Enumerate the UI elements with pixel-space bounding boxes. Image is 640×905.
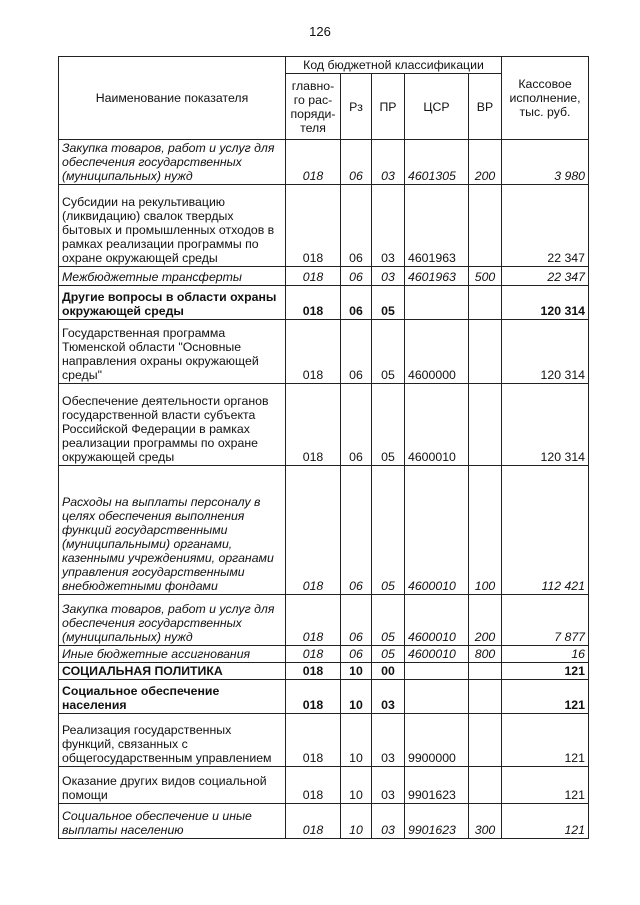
cell-vr [469, 663, 502, 680]
cell-glav: 018 [286, 663, 341, 680]
cell-rz: 06 [341, 140, 372, 185]
table-row [59, 680, 589, 714]
cell-amount: 121 [502, 714, 589, 767]
table-row [59, 320, 589, 384]
cell-amount: 121 [502, 767, 589, 804]
table-body [59, 140, 589, 839]
header-rz: Рз [341, 74, 372, 140]
cell-pr: 05 [372, 286, 405, 320]
header-amount: Кассовое исполнение, тыс. руб. [502, 57, 589, 140]
cell-glav: 018 [286, 466, 341, 595]
header-vr: ВР [469, 74, 502, 140]
cell-pr: 03 [372, 185, 405, 267]
cell-pr: 05 [372, 384, 405, 466]
header-pr: ПР [372, 74, 405, 140]
cell-csr: 4601963 [405, 185, 469, 267]
cell-rz: 10 [341, 714, 372, 767]
cell-name: Расходы на выплаты персоналу в целях обеспечения выполнения функций государственными (муниципальными) органами, казенными учреждениями, органами управления государственными внебюджетными фондами [59, 466, 286, 595]
cell-amount: 121 [502, 663, 589, 680]
cell-name: Субсидии на рекультивацию (ликвидацию) свалок твердых бытовых и промышленных отходов в рамках реализации программы по охране окружающей среды [59, 185, 286, 267]
cell-pr: 05 [372, 595, 405, 646]
cell-csr: 4600000 [405, 320, 469, 384]
cell-rz: 06 [341, 646, 372, 663]
header-name: Наименование показателя [59, 57, 286, 140]
cell-vr [469, 767, 502, 804]
cell-csr: 9900000 [405, 714, 469, 767]
cell-csr [405, 663, 469, 680]
cell-name: Межбюджетные трансферты [59, 267, 286, 286]
table-row [59, 804, 589, 839]
cell-amount: 22 347 [502, 267, 589, 286]
cell-csr: 9901623 [405, 804, 469, 839]
table-row [59, 267, 589, 286]
cell-pr: 03 [372, 804, 405, 839]
cell-rz: 10 [341, 663, 372, 680]
cell-name: Другие вопросы в области охраны окружающей среды [59, 286, 286, 320]
cell-vr [469, 384, 502, 466]
cell-csr: 4601305 [405, 140, 469, 185]
cell-glav: 018 [286, 320, 341, 384]
cell-rz: 06 [341, 267, 372, 286]
cell-vr: 200 [469, 140, 502, 185]
cell-vr: 800 [469, 646, 502, 663]
cell-rz: 06 [341, 466, 372, 595]
table-row [59, 767, 589, 804]
cell-glav: 018 [286, 384, 341, 466]
cell-csr [405, 680, 469, 714]
cell-pr: 03 [372, 140, 405, 185]
cell-pr: 05 [372, 646, 405, 663]
cell-glav: 018 [286, 595, 341, 646]
cell-name: СОЦИАЛЬНАЯ ПОЛИТИКА [59, 663, 286, 680]
cell-pr: 03 [372, 267, 405, 286]
cell-vr [469, 185, 502, 267]
cell-name: Закупка товаров, работ и услуг для обеспечения государственных (муниципальных) нужд [59, 140, 286, 185]
cell-pr: 03 [372, 680, 405, 714]
table-row [59, 466, 589, 595]
cell-name: Обеспечение деятельности органов государственной власти субъекта Российской Федерации в рамках реализации программы по охране окружающей среды [59, 384, 286, 466]
cell-vr: 300 [469, 804, 502, 839]
cell-vr [469, 680, 502, 714]
cell-csr: 9901623 [405, 767, 469, 804]
cell-amount: 16 [502, 646, 589, 663]
cell-pr: 00 [372, 663, 405, 680]
cell-csr: 4600010 [405, 384, 469, 466]
table-row [59, 714, 589, 767]
cell-vr [469, 286, 502, 320]
cell-glav: 018 [286, 680, 341, 714]
cell-vr: 100 [469, 466, 502, 595]
table-row [59, 140, 589, 185]
budget-table [58, 56, 589, 839]
cell-pr: 05 [372, 320, 405, 384]
cell-amount: 120 314 [502, 384, 589, 466]
cell-amount: 112 421 [502, 466, 589, 595]
cell-pr: 03 [372, 767, 405, 804]
cell-glav: 018 [286, 714, 341, 767]
table-row [59, 286, 589, 320]
cell-csr: 4600010 [405, 466, 469, 595]
table-row [59, 595, 589, 646]
cell-glav: 018 [286, 767, 341, 804]
table-row [59, 663, 589, 680]
page-number: 126 [309, 24, 331, 39]
cell-amount: 121 [502, 804, 589, 839]
cell-rz: 06 [341, 384, 372, 466]
cell-glav: 018 [286, 185, 341, 267]
cell-glav: 018 [286, 267, 341, 286]
cell-rz: 06 [341, 595, 372, 646]
table-row [59, 384, 589, 466]
cell-name: Государственная программа Тюменской области "Основные направления охраны окружающей среды" [59, 320, 286, 384]
cell-vr [469, 714, 502, 767]
cell-amount: 3 980 [502, 140, 589, 185]
table-row [59, 185, 589, 267]
cell-amount: 7 877 [502, 595, 589, 646]
cell-vr: 500 [469, 267, 502, 286]
cell-name: Оказание других видов социальной помощи [59, 767, 286, 804]
header-glav: главно-го рас-поряди-теля [286, 74, 341, 140]
cell-amount: 120 314 [502, 286, 589, 320]
cell-glav: 018 [286, 804, 341, 839]
cell-csr: 4600010 [405, 646, 469, 663]
cell-csr: 4600010 [405, 595, 469, 646]
header-csr: ЦСР [405, 74, 469, 140]
cell-name: Реализация государственных функций, связанных с общегосударственным управлением [59, 714, 286, 767]
cell-rz: 06 [341, 185, 372, 267]
cell-csr: 4601963 [405, 267, 469, 286]
table-row [59, 646, 589, 663]
cell-name: Иные бюджетные ассигнования [59, 646, 286, 663]
cell-name: Социальное обеспечение населения [59, 680, 286, 714]
cell-vr [469, 320, 502, 384]
cell-amount: 121 [502, 680, 589, 714]
cell-amount: 22 347 [502, 185, 589, 267]
cell-rz: 10 [341, 804, 372, 839]
cell-amount: 120 314 [502, 320, 589, 384]
cell-glav: 018 [286, 140, 341, 185]
cell-glav: 018 [286, 286, 341, 320]
cell-pr: 05 [372, 466, 405, 595]
cell-rz: 06 [341, 286, 372, 320]
cell-name: Закупка товаров, работ и услуг для обеспечения государственных (муниципальных) нужд [59, 595, 286, 646]
cell-glav: 018 [286, 646, 341, 663]
cell-rz: 10 [341, 680, 372, 714]
cell-pr: 03 [372, 714, 405, 767]
cell-rz: 10 [341, 767, 372, 804]
cell-rz: 06 [341, 320, 372, 384]
header-code-group: Код бюджетной классификации [286, 57, 502, 74]
cell-name: Социальное обеспечение и иные выплаты населению [59, 804, 286, 839]
cell-csr [405, 286, 469, 320]
cell-vr: 200 [469, 595, 502, 646]
